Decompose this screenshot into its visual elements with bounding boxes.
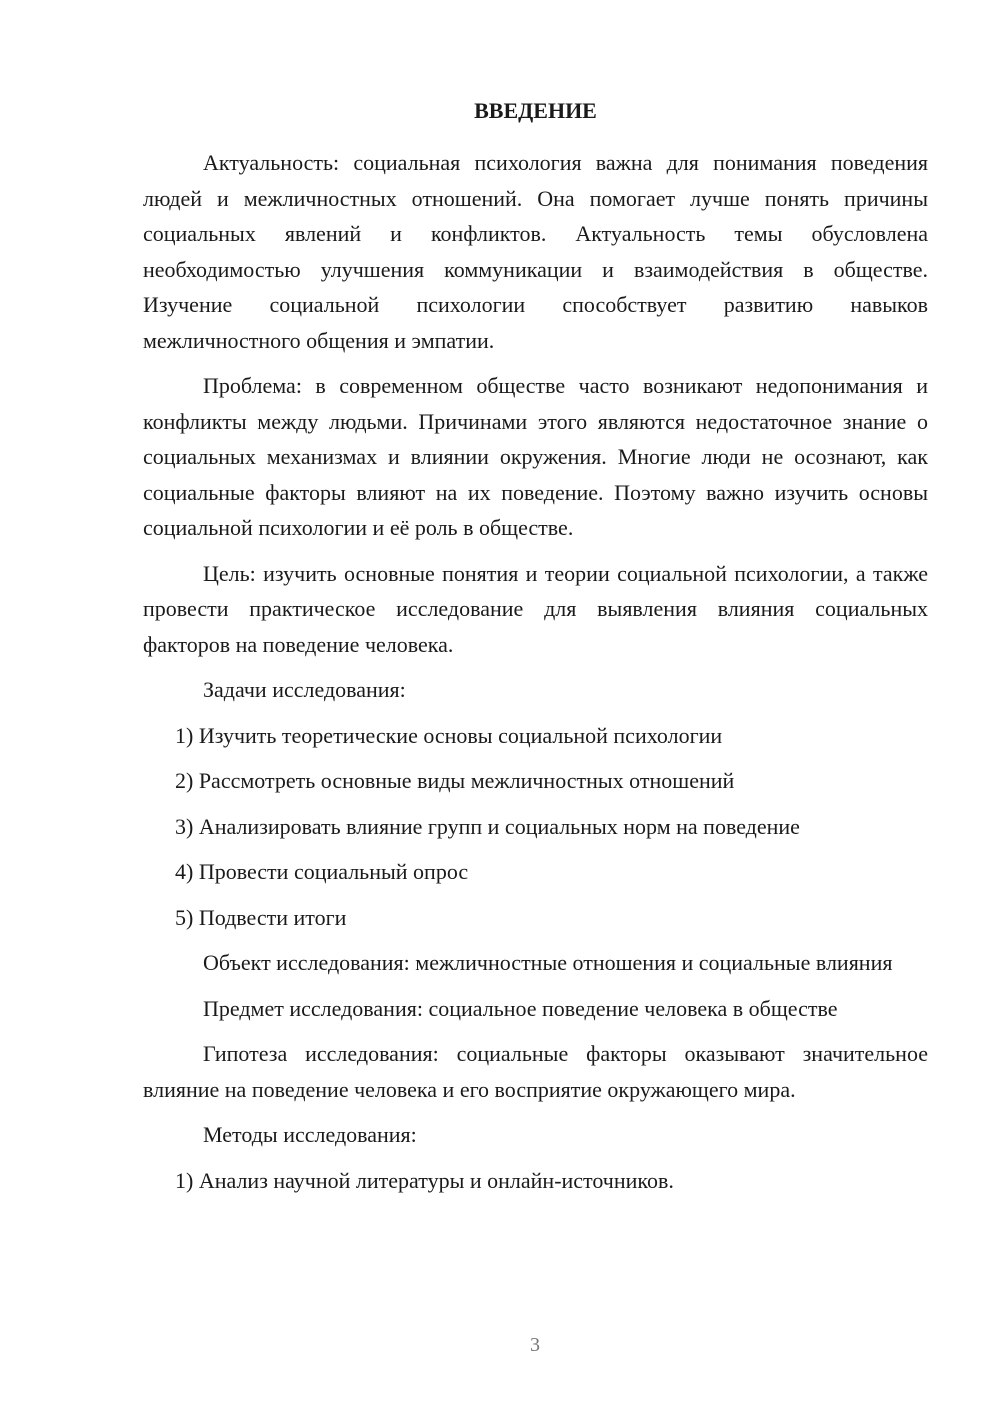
- methods-list: [143, 1163, 928, 1199]
- problem-paragraph: Проблема: в современном обществе часто возникают недопонимания и конфликты между людьми. Причинами этого являются недостаточное знание о социальных механизмах и влиянии окружения. Многие люди не осознают, как социальные факторы влияют на их поведение. Поэтому важно изучить основы социальной психологии и её роль в обществе.: [143, 373, 928, 540]
- task-item-3: 3) Анализировать влияние групп и социальных норм на поведение: [175, 813, 800, 839]
- subject-paragraph: Предмет исследования: социальное поведение человека в обществе: [203, 995, 838, 1021]
- tasks-list: [143, 718, 928, 936]
- task-item-2: 2) Рассмотреть основные виды межличностных отношений: [175, 768, 735, 793]
- document-page: [143, 88, 928, 1208]
- task-item-4: 4) Провести социальный опрос: [175, 859, 469, 884]
- relevance-paragraph: Актуальность: социальная психология важна для понимания поведения людей и межличностных отношений. Она помогает лучше понять причины социальных явлений и конфликтов. Актуальность темы обусловлена необходимостью улучшения коммуникации и взаимодействия в обществе. Изучение социальной психологии способствует развитию навыков межличностного общения и эмпатии.: [143, 150, 928, 353]
- task-item-1: 1) Изучить теоретические основы социальной психологии: [175, 722, 723, 748]
- goal-paragraph: Цель: изучить основные понятия и теории социальной психологии, а также провести практическое исследование для выявления влияния социальных факторов на поведение человека.: [143, 560, 928, 657]
- hypothesis-paragraph: Гипотеза исследования: социальные факторы оказывают значительное влияние на поведение человека и его восприятие окружающего мира.: [143, 1041, 928, 1102]
- tasks-heading: Задачи исследования:: [203, 677, 406, 702]
- method-item-1: 1) Анализ научной литературы и онлайн-источников.: [175, 1167, 674, 1193]
- section-title: ВВЕДЕНИЕ: [474, 98, 597, 123]
- methods-heading: Методы исследования:: [203, 1122, 417, 1147]
- page-number: 3: [530, 1334, 540, 1356]
- task-item-5: 5) Подвести итоги: [175, 904, 347, 930]
- object-paragraph: Объект исследования: межличностные отношения и социальные влияния: [203, 950, 893, 975]
